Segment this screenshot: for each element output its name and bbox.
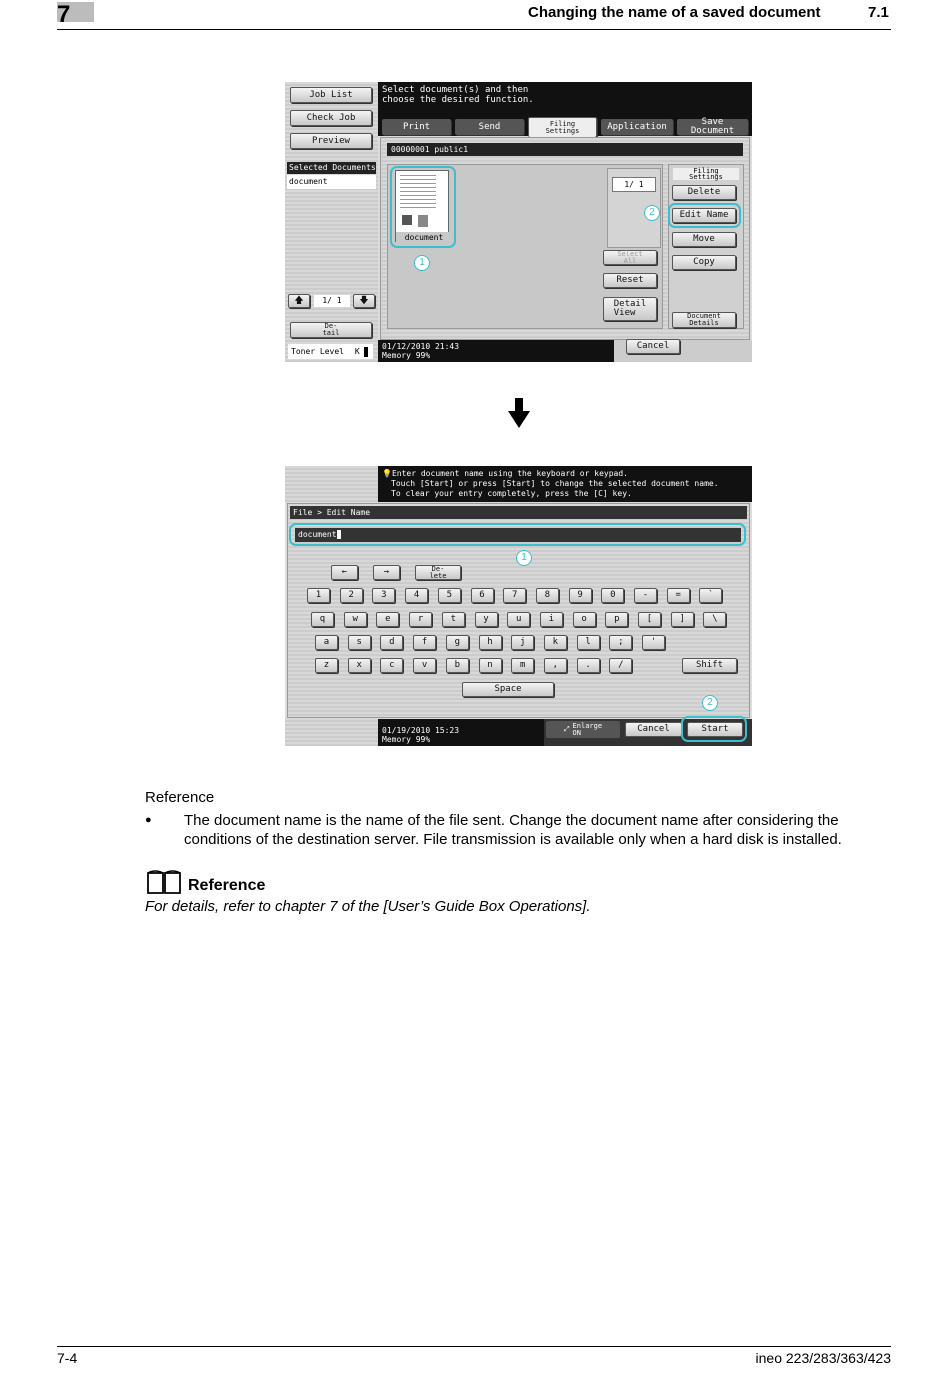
- tab-filing-settings[interactable]: Filing Settings: [528, 117, 597, 137]
- page-counter: 1/ 1: [612, 177, 656, 192]
- delete-button[interactable]: De- lete: [415, 565, 461, 580]
- cursor-left-button[interactable]: ←: [331, 565, 358, 580]
- message-area: [378, 82, 752, 114]
- highlight-edit-name: [668, 203, 741, 228]
- select-all-button[interactable]: Select All: [603, 250, 657, 265]
- job-list-button[interactable]: Job List: [290, 87, 372, 103]
- key-4-8[interactable]: .: [577, 658, 600, 673]
- key-1-0[interactable]: 1: [307, 588, 330, 603]
- move-button[interactable]: Move: [672, 232, 736, 247]
- save-document-button[interactable]: Save Document: [677, 119, 748, 135]
- key-3-1[interactable]: s: [348, 635, 371, 650]
- reference-details: For details, refer to chapter 7 of the [User’s Guide Box Operations].: [145, 898, 591, 915]
- key-2-10[interactable]: [: [638, 612, 661, 627]
- key-4-9[interactable]: /: [609, 658, 632, 673]
- start-button[interactable]: Start: [687, 722, 743, 737]
- reference-heading: Reference: [188, 877, 266, 894]
- chapter-number: 7: [57, 1, 71, 28]
- screen-edit-name: [285, 466, 752, 746]
- key-3-3[interactable]: f: [413, 635, 436, 650]
- key-1-7[interactable]: 8: [536, 588, 559, 603]
- arrow-up-icon: 🡅: [294, 295, 304, 306]
- footer-rule: [57, 1346, 891, 1347]
- left-column: [285, 466, 378, 502]
- key-3-4[interactable]: g: [446, 635, 469, 650]
- reference-bullet-text: The document name is the name of the file sent. Change the document name after considering the conditions of the destination server. File transmission is available only when a hard disk is installed.: [184, 812, 842, 848]
- key-4-6[interactable]: m: [511, 658, 534, 673]
- key-4-1[interactable]: x: [348, 658, 371, 673]
- key-2-8[interactable]: o: [573, 612, 596, 627]
- cancel-button[interactable]: Cancel: [625, 722, 682, 737]
- highlight-start: [681, 716, 747, 742]
- callout-2: 2: [644, 205, 660, 221]
- cancel-button[interactable]: Cancel: [626, 339, 680, 354]
- callout-2: 2: [702, 695, 718, 711]
- key-2-6[interactable]: u: [507, 612, 530, 627]
- highlight-input: [289, 523, 746, 546]
- scroll-up-button[interactable]: [288, 294, 310, 308]
- key-2-4[interactable]: t: [442, 612, 465, 627]
- filing-settings-label: Filing Settings: [673, 168, 739, 180]
- section-number: 7.1: [868, 4, 889, 21]
- toner-level: [288, 344, 373, 359]
- status-datetime: 01/19/2010 15:23: [382, 726, 460, 735]
- key-1-2[interactable]: 3: [372, 588, 395, 603]
- breadcrumb: File > Edit Name: [290, 506, 747, 519]
- message-line-1: Select document(s) and then: [382, 85, 529, 95]
- toner-label: Toner Level: [291, 347, 344, 356]
- status-memory: Memory 99%: [382, 351, 431, 360]
- key-4-5[interactable]: n: [479, 658, 502, 673]
- name-input-value: document: [298, 530, 337, 539]
- tab-print[interactable]: Print: [382, 119, 451, 135]
- callout-1: 1: [414, 255, 430, 271]
- tab-application[interactable]: Application: [601, 119, 673, 135]
- key-3-10[interactable]: ': [642, 635, 665, 650]
- scroll-down-button[interactable]: [353, 294, 375, 308]
- header-rule: [57, 29, 891, 30]
- box-info-bar: 00000001 public1: [387, 143, 743, 156]
- bottom-left: [285, 718, 378, 746]
- toner-k: K: [354, 347, 360, 356]
- tab-send[interactable]: Send: [455, 119, 524, 135]
- arrow-down-icon: 🡇: [359, 295, 369, 306]
- key-3-7[interactable]: k: [544, 635, 567, 650]
- enlarge-button[interactable]: ⤢ Enlarge ON: [546, 721, 620, 738]
- key-1-10[interactable]: -: [634, 588, 657, 603]
- shift-button[interactable]: Shift: [682, 658, 737, 673]
- key-2-2[interactable]: e: [376, 612, 399, 627]
- detail-view-button[interactable]: Detail View: [603, 297, 657, 321]
- status-bar: [378, 719, 544, 746]
- page-number: 7-4: [57, 1350, 78, 1366]
- key-3-5[interactable]: h: [479, 635, 502, 650]
- key-4-7[interactable]: ,: [544, 658, 567, 673]
- status-datetime: 01/12/2010 21:43: [382, 342, 460, 351]
- highlight-document: [390, 166, 456, 248]
- selected-doc-item[interactable]: document: [287, 175, 376, 189]
- space-button[interactable]: Space: [462, 682, 554, 697]
- key-1-11[interactable]: =: [667, 588, 690, 603]
- key-4-3[interactable]: v: [413, 658, 436, 673]
- product-name: ineo 223/283/363/423: [755, 1350, 891, 1366]
- key-3-9[interactable]: ;: [609, 635, 632, 650]
- left-pager: 1/ 1: [314, 295, 350, 307]
- key-1-9[interactable]: 0: [601, 588, 624, 603]
- edit-name-button[interactable]: Edit Name: [672, 208, 736, 223]
- page-title: Changing the name of a saved document: [528, 4, 821, 21]
- message-line-1: 💡Enter document name using the keyboard or keypad.: [382, 469, 628, 478]
- document-name-label[interactable]: document: [396, 232, 452, 244]
- book-icon: [146, 869, 182, 895]
- key-1-3[interactable]: 4: [405, 588, 428, 603]
- preview-button[interactable]: Preview: [290, 133, 372, 149]
- screen-box-list: [285, 82, 752, 362]
- reset-button[interactable]: Reset: [603, 273, 657, 288]
- key-1-6[interactable]: 7: [503, 588, 526, 603]
- key-3-8[interactable]: l: [577, 635, 600, 650]
- message-area: [378, 466, 752, 502]
- toner-bar-icon: [364, 347, 368, 357]
- key-2-7[interactable]: i: [540, 612, 563, 627]
- key-3-2[interactable]: d: [380, 635, 403, 650]
- delete-button[interactable]: Delete: [672, 185, 736, 200]
- key-2-12[interactable]: \: [703, 612, 726, 627]
- key-1-8[interactable]: 9: [569, 588, 592, 603]
- reference-label: Reference: [145, 789, 215, 806]
- key-1-5[interactable]: 6: [471, 588, 494, 603]
- message-line-3: To clear your entry completely, press the [C] key.: [391, 489, 632, 498]
- message-line-2: choose the desired function.: [382, 95, 534, 105]
- key-1-4[interactable]: 5: [438, 588, 461, 603]
- key-3-6[interactable]: j: [511, 635, 534, 650]
- detail-button[interactable]: De- tail: [290, 322, 372, 338]
- document-details-button[interactable]: Document Details: [672, 312, 736, 328]
- key-2-9[interactable]: p: [605, 612, 628, 627]
- key-2-1[interactable]: w: [344, 612, 367, 627]
- info-icon: 💡: [382, 469, 392, 478]
- check-job-button[interactable]: Check Job: [290, 110, 372, 126]
- arrow-down-icon: [508, 398, 530, 428]
- key-2-0[interactable]: q: [311, 612, 334, 627]
- status-memory: Memory 99%: [382, 735, 431, 744]
- copy-button[interactable]: Copy: [672, 255, 736, 270]
- key-4-2[interactable]: c: [380, 658, 403, 673]
- key-1-1[interactable]: 2: [340, 588, 363, 603]
- status-bar: [378, 340, 614, 362]
- callout-1: 1: [516, 550, 532, 566]
- key-4-4[interactable]: b: [446, 658, 469, 673]
- cursor-right-button[interactable]: →: [373, 565, 400, 580]
- message-line-2: Touch [Start] or press [Start] to change the selected document name.: [391, 479, 719, 488]
- key-2-5[interactable]: y: [475, 612, 498, 627]
- key-4-0[interactable]: z: [315, 658, 338, 673]
- selected-docs-header: Selected Documents: [289, 163, 376, 172]
- key-2-3[interactable]: r: [409, 612, 432, 627]
- key-1-12[interactable]: `: [699, 588, 722, 603]
- bullet-marker: ●: [145, 814, 152, 826]
- key-2-11[interactable]: ]: [671, 612, 694, 627]
- key-3-0[interactable]: a: [315, 635, 338, 650]
- enlarge-icon: ⤢: [563, 725, 570, 733]
